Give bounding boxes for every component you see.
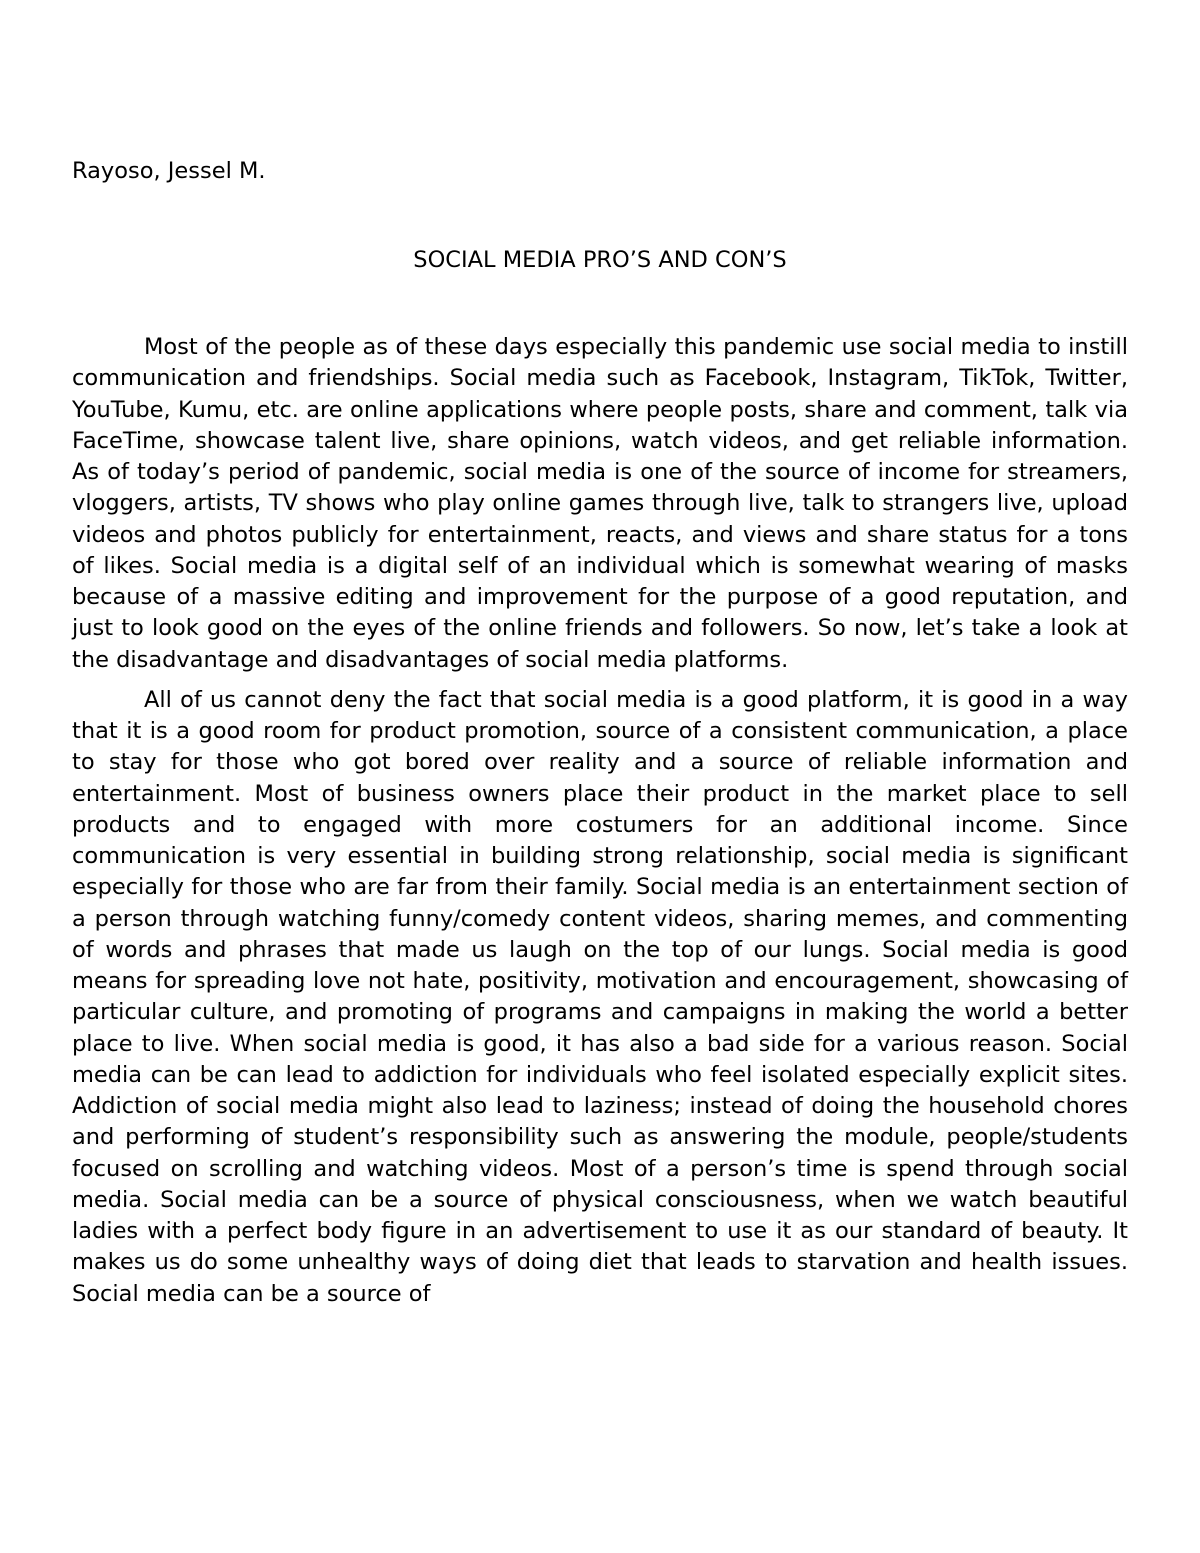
- paragraph-2: All of us cannot deny the fact that social media is a good platform, it is good in a way that it is a good room for product promotion, source of a consistent communication, a place to stay for those who got bored over reality and a source of reliable information and entertainment. Most of business owners place their product in the market place to sell products and to engaged with more costumers for an additional income. Since communication is very essential in building strong relationship, social media is significant especially for those who are far from their family. Social media is an entertainment section of a person through watching funny/comedy content videos, sharing memes, and commenting of words and phrases that made us laugh on the top of our lungs. Social media is good means for spreading love not hate, positivity, motivation and encouragement, showcasing of particular culture, and promoting of programs and campaigns in making the world a better place to live. When social media is good, it has also a bad side for a various reason. Social media can be can lead to addiction for individuals who feel isolated especially explicit sites. Addiction of social media might also lead to laziness; instead of doing the household chores and performing of student’s responsibility such as answering the module, people/students focused on scrolling and watching videos. Most of a person’s time is spend through social media. Social media can be a source of physical consciousness, when we watch beautiful ladies with a perfect body figure in an advertisement to use it as our standard of beauty. It makes us do some unhealthy ways of doing diet that leads to starvation and health issues. Social media can be a source of: [72, 686, 1128, 1307]
- document-title: SOCIAL MEDIA PRO’S AND CON’S: [413, 247, 787, 273]
- paragraph-1: Most of the people as of these days especially this pandemic use social media to instill communication and friendships. Social media such as Facebook, Instagram, TikTok, Twitter, YouTube, Kumu, etc. are online applications where people posts, share and comment, talk via FaceTime, showcase talent live, share opinions, watch videos, and get reliable information. As of today’s period of pandemic, social media is one of the source of income for streamers, vloggers, artists, TV shows who play online games through live, talk to strangers live, upload videos and photos publicly for entertainment, reacts, and views and share status for a tons of likes. Social media is a digital self of an individual which is somewhat wearing of masks because of a massive editing and improvement for the purpose of a good reputation, and just to look good on the eyes of the online friends and followers. So now, let’s take a look at the disadvantage and disadvantages of social media platforms.: [72, 334, 1128, 673]
- author-name: Rayoso, Jessel M.: [72, 158, 266, 184]
- document-page: [72, 156, 1128, 1310]
